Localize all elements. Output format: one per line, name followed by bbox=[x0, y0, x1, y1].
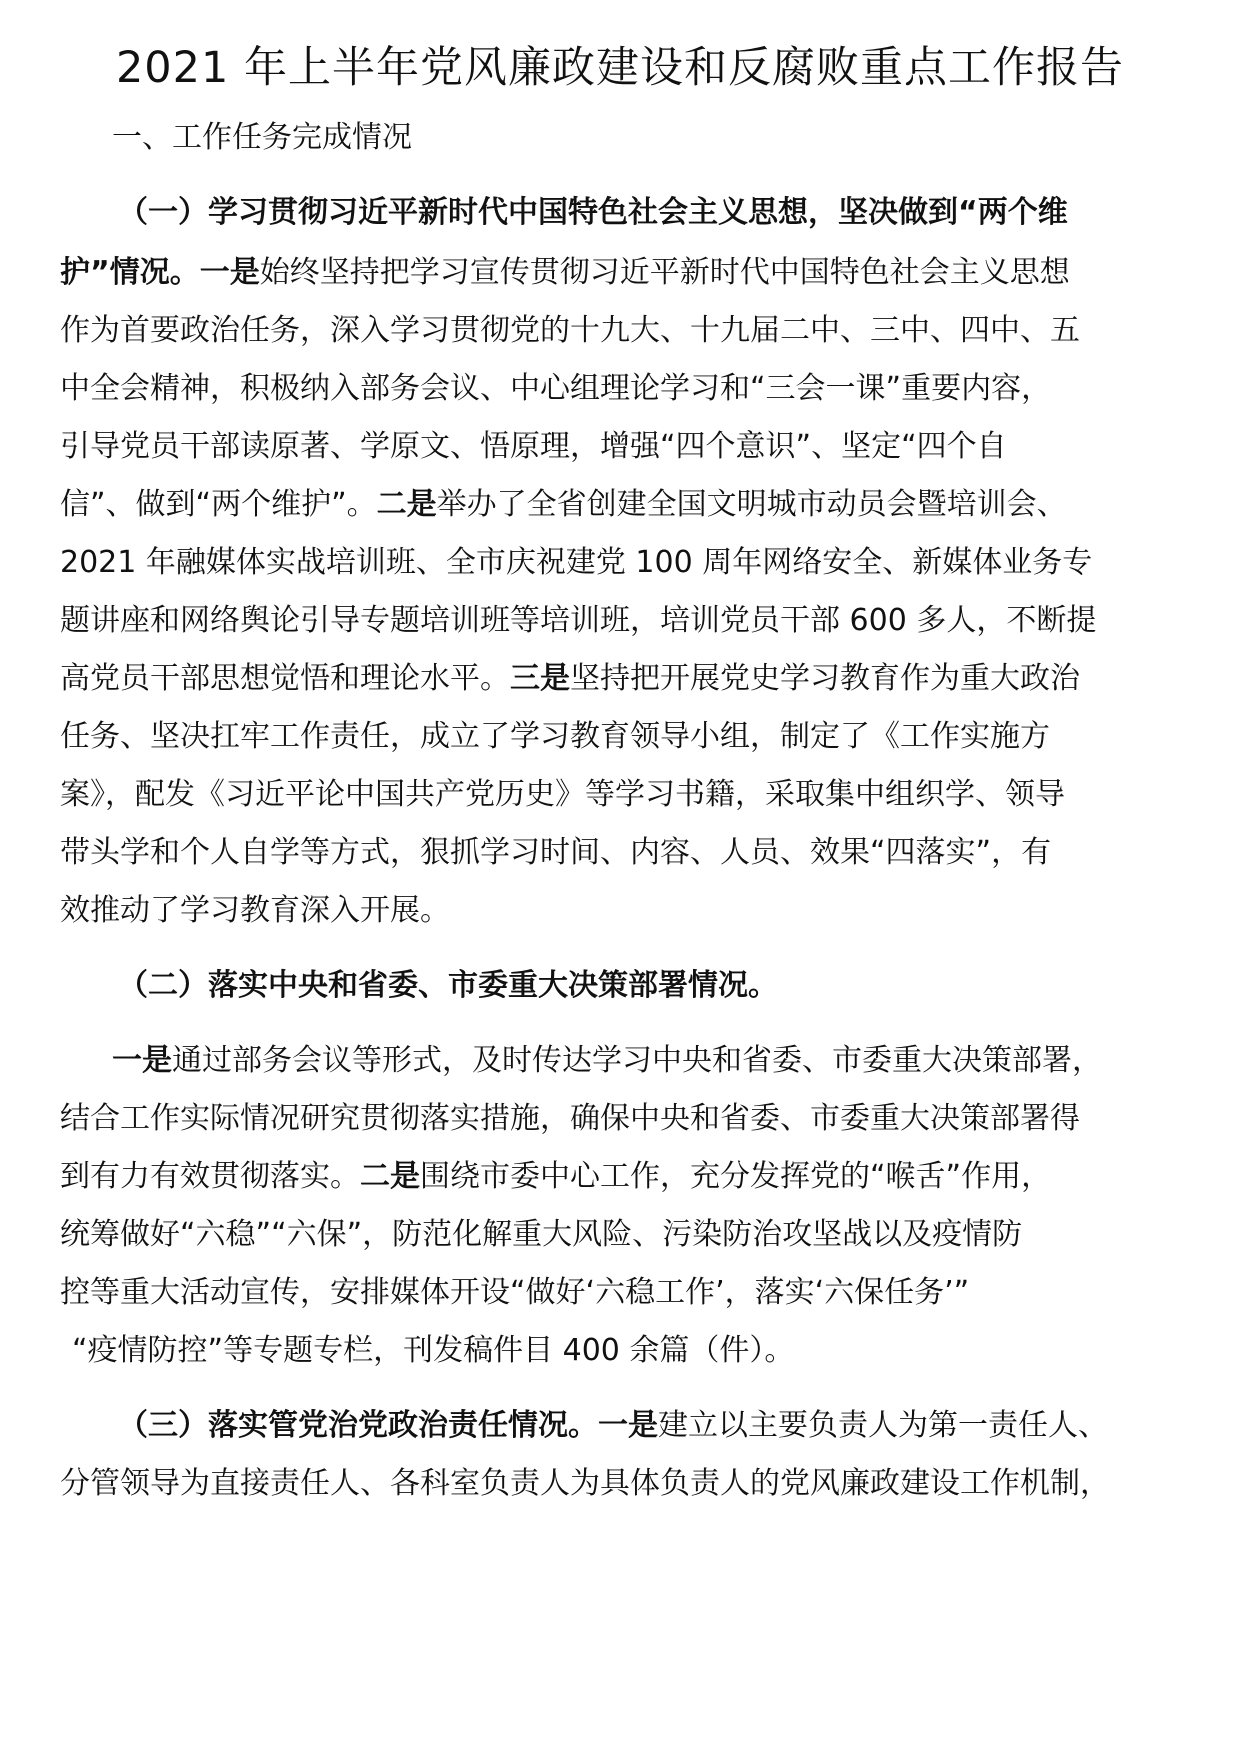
p1-second-marker: 二是 bbox=[376, 487, 437, 522]
p3-first-marker: 一是 bbox=[598, 1408, 658, 1443]
p1-line2-text: 始终坚持把学习宣传贯彻习近平新时代中国特色社会主义思想 bbox=[259, 255, 1070, 290]
p1-line8: 题讲座和网络舆论引导专题培训班等培训班，培训党员干部 600 多人，不断提 bbox=[60, 603, 1097, 638]
p3-line1-text: 建立以主要负责人为第一责任人、 bbox=[658, 1408, 1108, 1443]
p2-second-marker: 二是 bbox=[360, 1159, 420, 1194]
p1-line9 bbox=[60, 659, 1080, 699]
p1-line10: 任务、坚决扛牢工作责任，成立了学习教育领导小组，制定了《工作实施方 bbox=[60, 719, 1050, 754]
p2-line2: 结合工作实际情况研究贯彻落实措施，确保中央和省委、市委重大决策部署得 bbox=[60, 1101, 1080, 1136]
p1-line11: 案》，配发《习近平论中国共产党历史》等学习书籍，采取集中组织学、领导 bbox=[60, 777, 1065, 812]
p2-line1-text: 通过部务会议等形式，及时传达学习中央和省委、市委重大决策部署， bbox=[172, 1043, 1102, 1078]
p2-line1 bbox=[112, 1041, 1102, 1081]
p3-line2: 分管领导为直接责任人、各科室负责人为具体负责人的党风廉政建设工作机制， bbox=[60, 1466, 1110, 1501]
p2-line4: 统筹做好“六稳”“六保”，防范化解重大风险、污染防治攻坚战以及疫情防 bbox=[60, 1217, 1023, 1252]
p1-third-marker: 三是 bbox=[510, 661, 570, 696]
p2-heading: （二）落实中央和省委、市委重大决策部署情况。 bbox=[118, 968, 778, 1003]
p1-line5: 引导党员干部读原著、学原文、悟原理，增强“四个意识”、坚定“四个自 bbox=[60, 429, 1007, 464]
p1-line6 bbox=[60, 485, 1067, 525]
p1-line9-text2: 坚持把开展党史学习教育作为重大政治 bbox=[570, 661, 1080, 696]
p1-line2 bbox=[60, 253, 1070, 293]
p1-heading-line1: （一）学习贯彻习近平新时代中国特色社会主义思想，坚决做到“两个维 bbox=[118, 195, 1068, 230]
p1-line4: 中全会精神，积极纳入部务会议、中心组理论学习和“三会一课”重要内容， bbox=[60, 371, 1052, 406]
p1-line3: 作为首要政治任务，深入学习贯彻党的十九大、十九届二中、三中、四中、五 bbox=[60, 313, 1080, 348]
p3-heading: （三）落实管党治党政治责任情况。 bbox=[118, 1408, 598, 1443]
p2-line5: 控等重大活动宣传，安排媒体开设“做好‘六稳工作’，落实‘六保任务’” bbox=[60, 1275, 970, 1310]
p1-line13: 效推动了学习教育深入开展。 bbox=[60, 893, 450, 928]
p1-line9-text: 高党员干部思想觉悟和理论水平。 bbox=[60, 661, 510, 696]
p1-line6-text: 信”、做到“两个维护”。 bbox=[60, 487, 377, 522]
section-heading: 一、工作任务完成情况 bbox=[112, 120, 412, 155]
p1-first-marker: 一是 bbox=[199, 255, 260, 290]
p1-line7: 2021 年融媒体实战培训班、全市庆祝建党 100 周年网络安全、新媒体业务专 bbox=[60, 545, 1093, 580]
p1-line12: 带头学和个人自学等方式，狠抓学习时间、内容、人员、效果“四落实”，有 bbox=[60, 835, 1052, 870]
p1-line6-text2: 举办了全省创建全国文明城市动员会暨培训会、 bbox=[436, 487, 1067, 522]
p2-first-marker: 一是 bbox=[112, 1043, 172, 1078]
p2-line6: “疫情防控”等专题专栏，刊发稿件目 400 余篇（件）。 bbox=[72, 1333, 795, 1368]
document-title: 2021 年上半年党风廉政建设和反腐败重点工作报告 bbox=[115, 43, 1125, 93]
p1-heading-line2: 护”情况。 bbox=[60, 255, 200, 290]
p2-line3-text2: 围绕市委中心工作，充分发挥党的“喉舌”作用， bbox=[420, 1159, 1052, 1194]
p2-line3 bbox=[60, 1157, 1051, 1197]
p3-line1 bbox=[118, 1406, 1108, 1446]
p2-line3-text: 到有力有效贯彻落实。 bbox=[60, 1159, 360, 1194]
